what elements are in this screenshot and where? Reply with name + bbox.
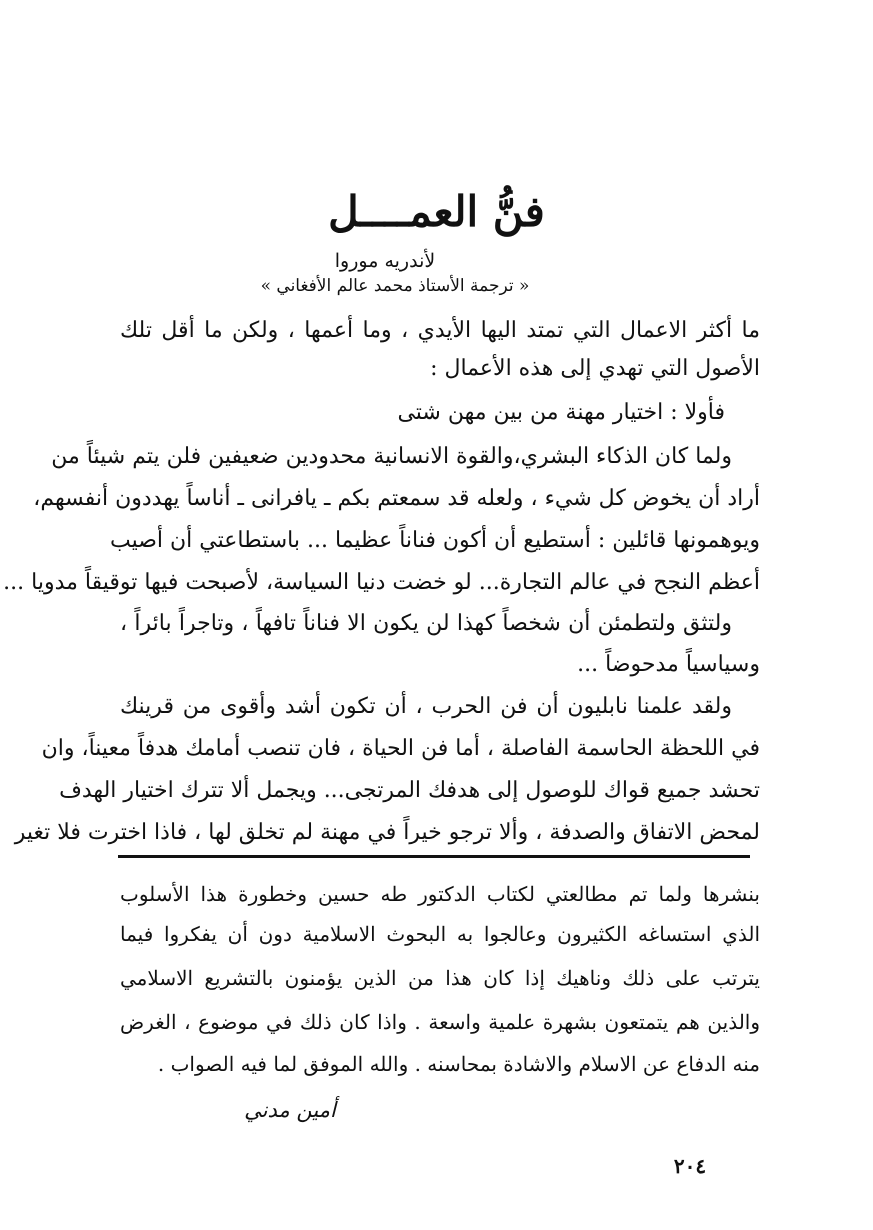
body-line: الأصول التي تهدي إلى هذه الأعمال : (430, 356, 760, 381)
body-line: أراد أن يخوض كل شيء ، ولعله قد سمعتم بكم ـ يافرانى ـ أناساً يهددون أنفسهم، (33, 486, 760, 511)
page-number: ٢٠٤ (673, 1154, 707, 1178)
footnote-divider (118, 855, 750, 858)
footnote-signature: أمين مدني (244, 1098, 336, 1122)
body-line: تحشد جميع قواك للوصول إلى هدفك المرتجى... ويجمل ألا تترك اختيار الهدف (59, 778, 760, 803)
body-line: فأولا : اختيار مهنة من بين مهن شتى (397, 400, 725, 425)
footnote-line: يترتب على ذلك وناهيك إذا كان هذا من الذين يؤمنون بالتشريع الاسلامي (120, 966, 760, 990)
footnote-line: بنشرها ولما تم مطالعتي لكتاب الدكتور طه حسين وخطورة هذا الأسلوب (120, 882, 760, 906)
article-author: لأندريه موروا (334, 250, 436, 272)
body-line: وسياسياً مدحوضاً ... (577, 652, 760, 677)
body-line: ولما كان الذكاء البشري،والقوة الانسانية محدودين ضعيفين فلن يتم شيئاً من (51, 444, 732, 469)
footnote-line: الذي استساغه الكثيرون وعالجوا به البحوث الاسلامية دون أن يفكروا فيما (120, 922, 760, 946)
body-line: ولتثق ولتطمئن أن شخصاً كهذا لن يكون الا فناناً تافهاً ، وتاجراً بائراً ، (120, 611, 732, 636)
body-line: ولقد علمنا نابليون أن فن الحرب ، أن تكون أشد وأقوى من قرينك (120, 694, 732, 719)
body-line: أعظم النجح في عالم التجارة... لو خضت دنيا السياسة، لأصبحت فيها توقيقاً مدويا ... (3, 570, 760, 595)
article-translator: « ترجمة الأستاذ محمد عالم الأفغاني » (260, 276, 530, 296)
body-line: ما أكثر الاعمال التي تمتد اليها الأيدي ، وما أعمها ، ولكن ما أقل تلك (120, 318, 760, 343)
body-line: لمحض الاتفاق والصدفة ، وألا ترجو خيراً في مهنة لم تخلق لها ، فاذا اخترت فلا تغير (14, 820, 760, 845)
footnote-line: منه الدفاع عن الاسلام والاشادة بمحاسنه . والله الموفق لما فيه الصواب . (157, 1052, 760, 1076)
body-line: في اللحظة الحاسمة الفاصلة ، أما فن الحياة ، فان تنصب أمامك هدفاً معيناً، وان (41, 736, 760, 761)
article-title: فنُّ العمــــل (328, 187, 545, 236)
footnote-line: والذين هم يتمتعون بشهرة علمية واسعة . واذا كان ذلك في موضوع ، الغرض (120, 1010, 760, 1034)
body-line: ويوهمونها قائلين : أستطيع أن أكون فناناً عظيما ... باستطاعتي أن أصيب (109, 528, 760, 553)
